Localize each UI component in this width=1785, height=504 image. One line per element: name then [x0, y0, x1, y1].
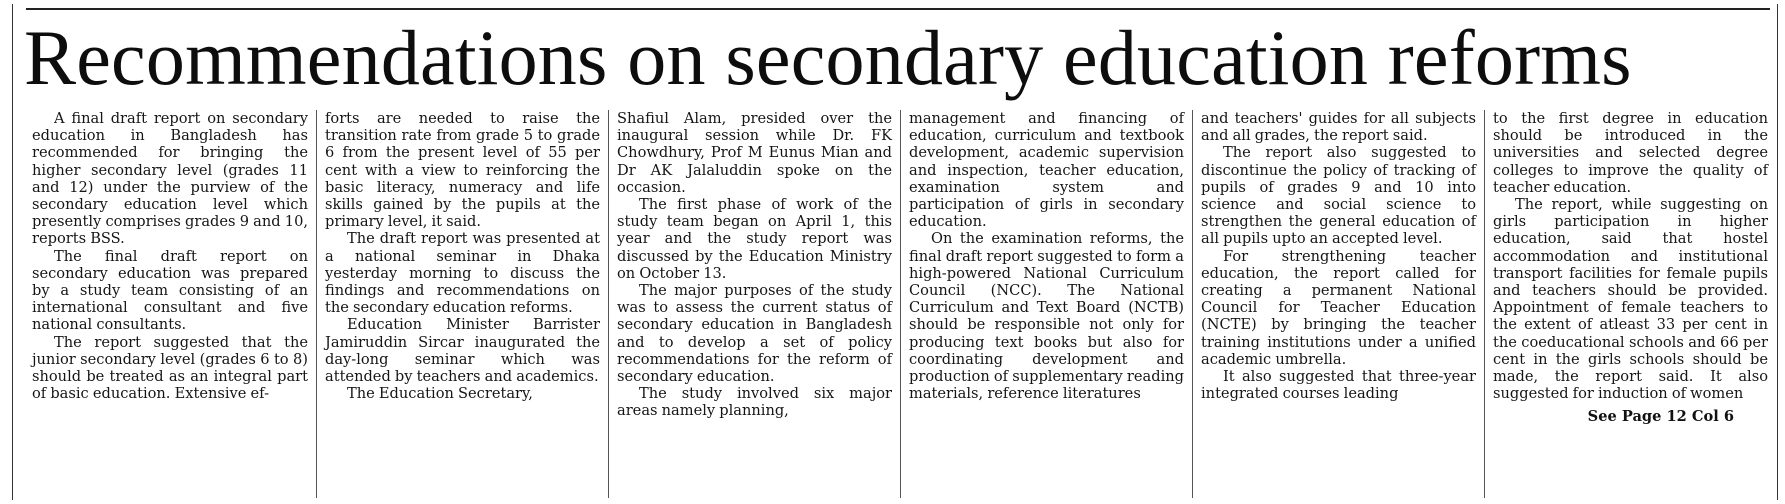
column-3 [608, 110, 900, 498]
left-rule [12, 4, 13, 500]
paragraph: The report suggested that the junior secondary level (grades 6 to 8) should be treated as an integral part of basic education. Extensive ef- [32, 333, 308, 403]
paragraph: For strengthening teacher education, the report called for creating a permanent National Council for Teacher Education (NCTE) by bringing the teacher training institutions under a unified academic umbrella. [1201, 247, 1476, 368]
paragraph: to the first degree in education should be introduced in the universities and selected degree colleges to improve the quality of teacher education. [1493, 110, 1768, 196]
newspaper-clipping [6, 4, 1778, 500]
paragraph: A final draft report on secondary education in Bangladesh has recommended for bringing the higher secondary level (grades 11 and 12) under the purview of the secondary education level which presently comprises grades 9 and 10, reports BSS. [32, 110, 308, 248]
continuation-jump-line: See Page 12 Col 6 [1587, 408, 1734, 426]
paragraph: The study involved six major areas namely planning, [617, 385, 892, 420]
column-1 [24, 110, 316, 498]
column-6 [1484, 110, 1776, 498]
paragraph: On the examination reforms, the final draft report suggested to form a high-powered National Curriculum Council (NCC). The National Curriculum and Text Board (NCTB) should be responsible not only for producing text books but also for coordinating development and production of supplementary reading materials, reference literatures [909, 230, 1184, 403]
column-2 [316, 110, 608, 498]
column-5 [1192, 110, 1484, 498]
paragraph: management and financing of education, curriculum and textbook development, academic supervision and inspection, teacher education, examination system and participation of girls in secondary education. [909, 110, 1184, 231]
paragraph: The final draft report on secondary education was prepared by a study team consisting of an international consultant and five national consultants. [32, 247, 308, 334]
paragraph: The first phase of work of the study team began on April 1, this year and the study report was discussed by the Education Ministry on October 13. [617, 196, 892, 282]
paragraph: The major purposes of the study was to assess the current status of secondary education in Bangladesh and to develop a set of policy recommendations for the reform of secondary education. [617, 282, 892, 386]
paragraph: Shafiul Alam, presided over the inaugural session while Dr. FK Chowdhury, Prof M Eunus Mian and Dr AK Jalaluddin spoke on the occasion. [617, 110, 892, 196]
top-rule [26, 8, 1770, 10]
paragraph: The report, while suggesting on girls participation in higher education, said that hostel accommodation and institutional transport facilities for female pupils and teachers should be provided. Appointment of female teachers to the extent of atleast 33 per cent in the coeducational schools and 66 per cent in the girls schools should be made, the report said. It also suggested for induction of women [1493, 196, 1768, 403]
paragraph: and teachers' guides for all subjects and all grades, the report said. [1201, 110, 1476, 145]
paragraph: It also suggested that three-year integrated courses leading [1201, 368, 1476, 403]
paragraph: The Education Secretary, [347, 385, 533, 403]
paragraph: The report also suggested to discontinue the policy of tracking of pupils of grades 9 and 10 into science and social science to strengthen the general education of all pupils upto an accepted level. [1201, 144, 1476, 248]
paragraph: Education Minister Barrister Jamiruddin Sircar inaugurated the day-long seminar which was attended by teachers and academics. [325, 316, 600, 386]
article-body [24, 110, 1776, 498]
right-rule [1777, 4, 1778, 500]
paragraph: forts are needed to raise the transition rate from grade 5 to grade 6 from the present level of 55 per cent with a view to reinforcing the basic literacy, numeracy and life skills gained by the pupils at the primary level, it said. [325, 110, 600, 231]
column-4 [900, 110, 1192, 498]
headline: Recommendations on secondary education reforms [24, 14, 1632, 101]
paragraph: The draft report was presented at a national seminar in Dhaka yesterday morning to discuss the findings and recommendations on the secondary education reforms. [325, 230, 600, 317]
